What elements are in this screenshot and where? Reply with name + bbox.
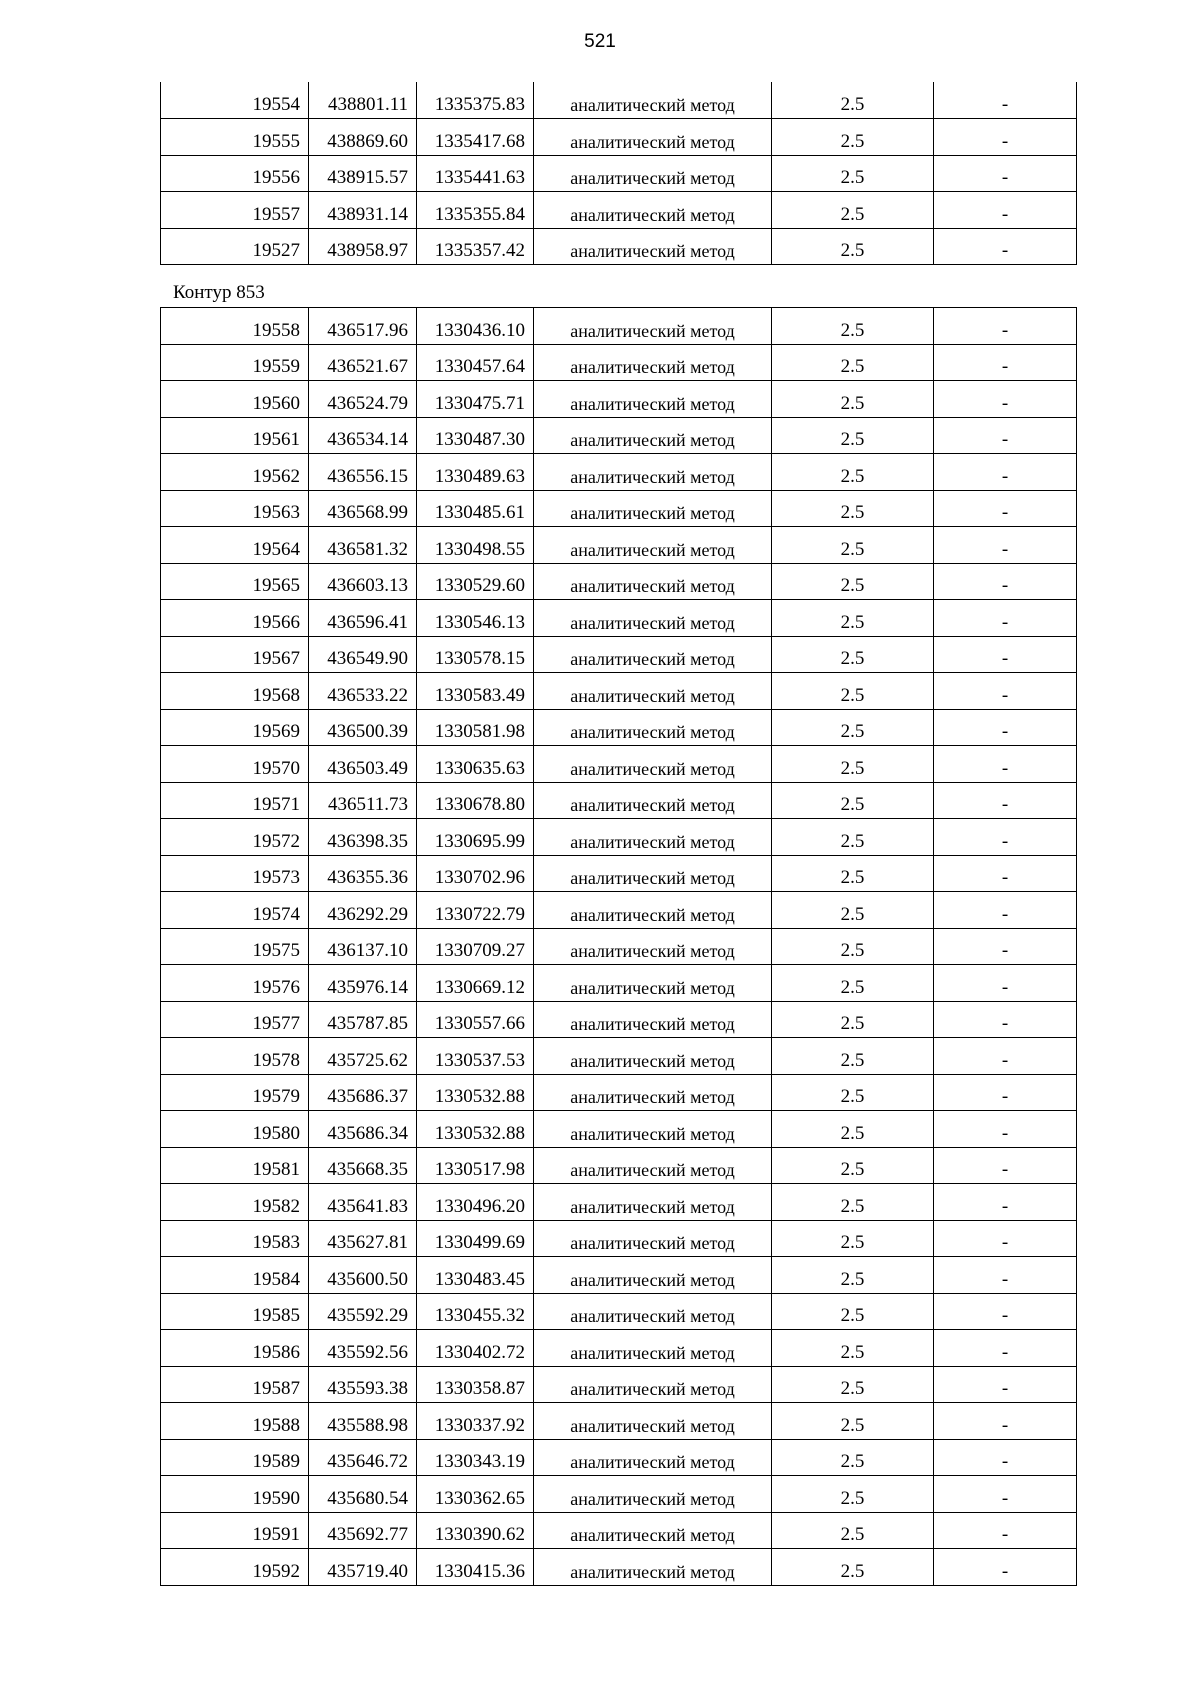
note-cell: - bbox=[934, 1366, 1077, 1403]
coordinate-x-cell: 438931.14 bbox=[309, 192, 417, 229]
coordinate-y-cell: 1330362.65 bbox=[417, 1476, 534, 1513]
table-row bbox=[161, 1512, 1077, 1549]
accuracy-cell: 2.5 bbox=[772, 344, 934, 381]
coordinate-y-cell: 1330537.53 bbox=[417, 1038, 534, 1075]
coordinate-y-cell: 1330546.13 bbox=[417, 600, 534, 637]
point-number-cell: 19582 bbox=[161, 1184, 309, 1221]
coordinate-x-cell: 436603.13 bbox=[309, 563, 417, 600]
method-cell: аналитический метод bbox=[534, 563, 772, 600]
coordinate-x-cell: 436533.22 bbox=[309, 673, 417, 710]
coordinate-x-cell: 436596.41 bbox=[309, 600, 417, 637]
coordinates-table-contour bbox=[160, 307, 1077, 1586]
accuracy-cell: 2.5 bbox=[772, 1184, 934, 1221]
point-number-cell: 19579 bbox=[161, 1074, 309, 1111]
coordinate-x-cell: 435646.72 bbox=[309, 1439, 417, 1476]
accuracy-cell: 2.5 bbox=[772, 1403, 934, 1440]
coordinate-y-cell: 1335355.84 bbox=[417, 192, 534, 229]
point-number-cell: 19581 bbox=[161, 1147, 309, 1184]
coordinate-y-cell: 1330337.92 bbox=[417, 1403, 534, 1440]
table-row bbox=[161, 308, 1077, 345]
method-cell: аналитический метод bbox=[534, 1220, 772, 1257]
method-cell: аналитический метод bbox=[534, 1366, 772, 1403]
point-number-cell: 19562 bbox=[161, 454, 309, 491]
coordinate-y-cell: 1330532.88 bbox=[417, 1074, 534, 1111]
table-row bbox=[161, 746, 1077, 783]
note-cell: - bbox=[934, 1476, 1077, 1513]
coordinate-y-cell: 1335357.42 bbox=[417, 228, 534, 265]
coordinate-y-cell: 1330455.32 bbox=[417, 1293, 534, 1330]
point-number-cell: 19588 bbox=[161, 1403, 309, 1440]
coordinate-y-cell: 1330578.15 bbox=[417, 636, 534, 673]
coordinate-y-cell: 1330722.79 bbox=[417, 892, 534, 929]
method-cell: аналитический метод bbox=[534, 746, 772, 783]
note-cell: - bbox=[934, 965, 1077, 1002]
coordinate-y-cell: 1330487.30 bbox=[417, 417, 534, 454]
method-cell: аналитический метод bbox=[534, 344, 772, 381]
note-cell: - bbox=[934, 155, 1077, 192]
point-number-cell: 19561 bbox=[161, 417, 309, 454]
note-cell: - bbox=[934, 636, 1077, 673]
method-cell: аналитический метод bbox=[534, 782, 772, 819]
coordinate-y-cell: 1335417.68 bbox=[417, 119, 534, 156]
coordinate-x-cell: 436292.29 bbox=[309, 892, 417, 929]
table-row bbox=[161, 1074, 1077, 1111]
method-cell: аналитический метод bbox=[534, 1038, 772, 1075]
table-row bbox=[161, 155, 1077, 192]
note-cell: - bbox=[934, 381, 1077, 418]
note-cell: - bbox=[934, 1512, 1077, 1549]
point-number-cell: 19574 bbox=[161, 892, 309, 929]
coordinate-x-cell: 436398.35 bbox=[309, 819, 417, 856]
method-cell: аналитический метод bbox=[534, 1257, 772, 1294]
accuracy-cell: 2.5 bbox=[772, 381, 934, 418]
table-row bbox=[161, 1439, 1077, 1476]
point-number-cell: 19583 bbox=[161, 1220, 309, 1257]
table-row bbox=[161, 1293, 1077, 1330]
point-number-cell: 19563 bbox=[161, 490, 309, 527]
accuracy-cell: 2.5 bbox=[772, 527, 934, 564]
coordinate-y-cell: 1330483.45 bbox=[417, 1257, 534, 1294]
method-cell: аналитический метод bbox=[534, 636, 772, 673]
table-row bbox=[161, 563, 1077, 600]
table-row bbox=[161, 965, 1077, 1002]
coordinate-x-cell: 436568.99 bbox=[309, 490, 417, 527]
table-row bbox=[161, 1038, 1077, 1075]
accuracy-cell: 2.5 bbox=[772, 1220, 934, 1257]
table-row bbox=[161, 1220, 1077, 1257]
table-row bbox=[161, 673, 1077, 710]
table-row bbox=[161, 819, 1077, 856]
coordinate-y-cell: 1335441.63 bbox=[417, 155, 534, 192]
note-cell: - bbox=[934, 600, 1077, 637]
coordinate-y-cell: 1330499.69 bbox=[417, 1220, 534, 1257]
table-row bbox=[161, 1366, 1077, 1403]
coordinate-y-cell: 1330415.36 bbox=[417, 1549, 534, 1586]
table-row bbox=[161, 782, 1077, 819]
coordinates-table-body bbox=[161, 82, 1077, 265]
coordinate-x-cell: 438869.60 bbox=[309, 119, 417, 156]
note-cell: - bbox=[934, 1257, 1077, 1294]
coordinate-y-cell: 1330436.10 bbox=[417, 308, 534, 345]
coordinate-x-cell: 436500.39 bbox=[309, 709, 417, 746]
note-cell: - bbox=[934, 1293, 1077, 1330]
method-cell: аналитический метод bbox=[534, 82, 772, 119]
note-cell: - bbox=[934, 1439, 1077, 1476]
accuracy-cell: 2.5 bbox=[772, 965, 934, 1002]
note-cell: - bbox=[934, 490, 1077, 527]
note-cell: - bbox=[934, 417, 1077, 454]
contour-label: Контур 853 bbox=[173, 282, 265, 303]
note-cell: - bbox=[934, 709, 1077, 746]
point-number-cell: 19573 bbox=[161, 855, 309, 892]
coordinate-y-cell: 1330702.96 bbox=[417, 855, 534, 892]
method-cell: аналитический метод bbox=[534, 417, 772, 454]
coordinate-x-cell: 436524.79 bbox=[309, 381, 417, 418]
point-number-cell: 19566 bbox=[161, 600, 309, 637]
coordinate-x-cell: 436556.15 bbox=[309, 454, 417, 491]
method-cell: аналитический метод bbox=[534, 819, 772, 856]
coordinate-y-cell: 1330343.19 bbox=[417, 1439, 534, 1476]
table-row bbox=[161, 1330, 1077, 1367]
method-cell: аналитический метод bbox=[534, 892, 772, 929]
table-row bbox=[161, 527, 1077, 564]
accuracy-cell: 2.5 bbox=[772, 709, 934, 746]
accuracy-cell: 2.5 bbox=[772, 892, 934, 929]
accuracy-cell: 2.5 bbox=[772, 119, 934, 156]
coordinate-x-cell: 435641.83 bbox=[309, 1184, 417, 1221]
coordinate-y-cell: 1330695.99 bbox=[417, 819, 534, 856]
coordinate-x-cell: 438958.97 bbox=[309, 228, 417, 265]
point-number-cell: 19555 bbox=[161, 119, 309, 156]
coordinate-x-cell: 435692.77 bbox=[309, 1512, 417, 1549]
coordinate-x-cell: 435976.14 bbox=[309, 965, 417, 1002]
coordinate-y-cell: 1330457.64 bbox=[417, 344, 534, 381]
point-number-cell: 19565 bbox=[161, 563, 309, 600]
accuracy-cell: 2.5 bbox=[772, 1147, 934, 1184]
method-cell: аналитический метод bbox=[534, 454, 772, 491]
page-number: 521 bbox=[584, 31, 616, 52]
coordinate-x-cell: 435686.37 bbox=[309, 1074, 417, 1111]
coordinate-x-cell: 436503.49 bbox=[309, 746, 417, 783]
coordinate-y-cell: 1330678.80 bbox=[417, 782, 534, 819]
coordinate-y-cell: 1330583.49 bbox=[417, 673, 534, 710]
note-cell: - bbox=[934, 228, 1077, 265]
note-cell: - bbox=[934, 344, 1077, 381]
table-row bbox=[161, 1001, 1077, 1038]
note-cell: - bbox=[934, 1147, 1077, 1184]
point-number-cell: 19559 bbox=[161, 344, 309, 381]
note-cell: - bbox=[934, 1111, 1077, 1148]
coordinate-x-cell: 435627.81 bbox=[309, 1220, 417, 1257]
coordinates-table-continued bbox=[160, 82, 1077, 265]
method-cell: аналитический метод bbox=[534, 527, 772, 564]
coordinate-y-cell: 1330390.62 bbox=[417, 1512, 534, 1549]
table-row bbox=[161, 709, 1077, 746]
coordinate-x-cell: 436534.14 bbox=[309, 417, 417, 454]
accuracy-cell: 2.5 bbox=[772, 1512, 934, 1549]
coordinate-x-cell: 436355.36 bbox=[309, 855, 417, 892]
method-cell: аналитический метод bbox=[534, 1074, 772, 1111]
table-row bbox=[161, 1111, 1077, 1148]
coordinates-table-body bbox=[161, 308, 1077, 1586]
method-cell: аналитический метод bbox=[534, 965, 772, 1002]
table-row bbox=[161, 928, 1077, 965]
note-cell: - bbox=[934, 928, 1077, 965]
accuracy-cell: 2.5 bbox=[772, 155, 934, 192]
note-cell: - bbox=[934, 1038, 1077, 1075]
table-row bbox=[161, 1257, 1077, 1294]
table-row bbox=[161, 82, 1077, 119]
method-cell: аналитический метод bbox=[534, 192, 772, 229]
table-row bbox=[161, 600, 1077, 637]
note-cell: - bbox=[934, 1549, 1077, 1586]
accuracy-cell: 2.5 bbox=[772, 1001, 934, 1038]
method-cell: аналитический метод bbox=[534, 381, 772, 418]
point-number-cell: 19575 bbox=[161, 928, 309, 965]
note-cell: - bbox=[934, 819, 1077, 856]
note-cell: - bbox=[934, 192, 1077, 229]
point-number-cell: 19560 bbox=[161, 381, 309, 418]
accuracy-cell: 2.5 bbox=[772, 454, 934, 491]
table-row bbox=[161, 119, 1077, 156]
coordinate-y-cell: 1330532.88 bbox=[417, 1111, 534, 1148]
accuracy-cell: 2.5 bbox=[772, 417, 934, 454]
note-cell: - bbox=[934, 746, 1077, 783]
table-row bbox=[161, 1476, 1077, 1513]
method-cell: аналитический метод bbox=[534, 600, 772, 637]
coordinate-x-cell: 435686.34 bbox=[309, 1111, 417, 1148]
method-cell: аналитический метод bbox=[534, 308, 772, 345]
coordinate-x-cell: 438801.11 bbox=[309, 82, 417, 119]
accuracy-cell: 2.5 bbox=[772, 782, 934, 819]
point-number-cell: 19587 bbox=[161, 1366, 309, 1403]
coordinate-y-cell: 1330498.55 bbox=[417, 527, 534, 564]
coordinate-y-cell: 1330557.66 bbox=[417, 1001, 534, 1038]
method-cell: аналитический метод bbox=[534, 1293, 772, 1330]
note-cell: - bbox=[934, 1074, 1077, 1111]
point-number-cell: 19564 bbox=[161, 527, 309, 564]
point-number-cell: 19576 bbox=[161, 965, 309, 1002]
method-cell: аналитический метод bbox=[534, 228, 772, 265]
coordinate-y-cell: 1330496.20 bbox=[417, 1184, 534, 1221]
table-row bbox=[161, 192, 1077, 229]
note-cell: - bbox=[934, 1330, 1077, 1367]
note-cell: - bbox=[934, 454, 1077, 491]
coordinate-x-cell: 435787.85 bbox=[309, 1001, 417, 1038]
method-cell: аналитический метод bbox=[534, 1439, 772, 1476]
accuracy-cell: 2.5 bbox=[772, 490, 934, 527]
method-cell: аналитический метод bbox=[534, 1330, 772, 1367]
accuracy-cell: 2.5 bbox=[772, 600, 934, 637]
point-number-cell: 19590 bbox=[161, 1476, 309, 1513]
method-cell: аналитический метод bbox=[534, 1403, 772, 1440]
method-cell: аналитический метод bbox=[534, 709, 772, 746]
table-row bbox=[161, 344, 1077, 381]
coordinate-y-cell: 1330402.72 bbox=[417, 1330, 534, 1367]
accuracy-cell: 2.5 bbox=[772, 855, 934, 892]
accuracy-cell: 2.5 bbox=[772, 1257, 934, 1294]
accuracy-cell: 2.5 bbox=[772, 1549, 934, 1586]
coordinate-y-cell: 1330581.98 bbox=[417, 709, 534, 746]
accuracy-cell: 2.5 bbox=[772, 1366, 934, 1403]
note-cell: - bbox=[934, 1403, 1077, 1440]
note-cell: - bbox=[934, 308, 1077, 345]
point-number-cell: 19527 bbox=[161, 228, 309, 265]
coordinate-x-cell: 435593.38 bbox=[309, 1366, 417, 1403]
note-cell: - bbox=[934, 119, 1077, 156]
table-row bbox=[161, 381, 1077, 418]
coordinate-y-cell: 1330669.12 bbox=[417, 965, 534, 1002]
point-number-cell: 19586 bbox=[161, 1330, 309, 1367]
table-row bbox=[161, 1184, 1077, 1221]
accuracy-cell: 2.5 bbox=[772, 1476, 934, 1513]
method-cell: аналитический метод bbox=[534, 928, 772, 965]
note-cell: - bbox=[934, 855, 1077, 892]
point-number-cell: 19585 bbox=[161, 1293, 309, 1330]
accuracy-cell: 2.5 bbox=[772, 308, 934, 345]
table-row bbox=[161, 636, 1077, 673]
accuracy-cell: 2.5 bbox=[772, 82, 934, 119]
coordinate-y-cell: 1330485.61 bbox=[417, 490, 534, 527]
point-number-cell: 19592 bbox=[161, 1549, 309, 1586]
point-number-cell: 19589 bbox=[161, 1439, 309, 1476]
coordinate-x-cell: 436517.96 bbox=[309, 308, 417, 345]
coordinate-x-cell: 435592.56 bbox=[309, 1330, 417, 1367]
note-cell: - bbox=[934, 1220, 1077, 1257]
coordinate-x-cell: 435592.29 bbox=[309, 1293, 417, 1330]
accuracy-cell: 2.5 bbox=[772, 1111, 934, 1148]
coordinate-y-cell: 1330358.87 bbox=[417, 1366, 534, 1403]
note-cell: - bbox=[934, 673, 1077, 710]
accuracy-cell: 2.5 bbox=[772, 746, 934, 783]
accuracy-cell: 2.5 bbox=[772, 1330, 934, 1367]
table-row bbox=[161, 490, 1077, 527]
method-cell: аналитический метод bbox=[534, 1001, 772, 1038]
coordinate-y-cell: 1330709.27 bbox=[417, 928, 534, 965]
method-cell: аналитический метод bbox=[534, 855, 772, 892]
coordinate-x-cell: 436549.90 bbox=[309, 636, 417, 673]
note-cell: - bbox=[934, 1001, 1077, 1038]
coordinate-x-cell: 436581.32 bbox=[309, 527, 417, 564]
method-cell: аналитический метод bbox=[534, 119, 772, 156]
coordinate-y-cell: 1330517.98 bbox=[417, 1147, 534, 1184]
point-number-cell: 19578 bbox=[161, 1038, 309, 1075]
coordinate-x-cell: 435588.98 bbox=[309, 1403, 417, 1440]
coordinate-x-cell: 435680.54 bbox=[309, 1476, 417, 1513]
method-cell: аналитический метод bbox=[534, 1512, 772, 1549]
point-number-cell: 19568 bbox=[161, 673, 309, 710]
coordinate-x-cell: 436521.67 bbox=[309, 344, 417, 381]
method-cell: аналитический метод bbox=[534, 1476, 772, 1513]
point-number-cell: 19571 bbox=[161, 782, 309, 819]
point-number-cell: 19567 bbox=[161, 636, 309, 673]
coordinate-y-cell: 1330475.71 bbox=[417, 381, 534, 418]
method-cell: аналитический метод bbox=[534, 490, 772, 527]
table-row bbox=[161, 1403, 1077, 1440]
point-number-cell: 19572 bbox=[161, 819, 309, 856]
method-cell: аналитический метод bbox=[534, 1147, 772, 1184]
coordinate-x-cell: 435668.35 bbox=[309, 1147, 417, 1184]
accuracy-cell: 2.5 bbox=[772, 819, 934, 856]
point-number-cell: 19554 bbox=[161, 82, 309, 119]
note-cell: - bbox=[934, 527, 1077, 564]
point-number-cell: 19557 bbox=[161, 192, 309, 229]
accuracy-cell: 2.5 bbox=[772, 1074, 934, 1111]
coordinate-x-cell: 436511.73 bbox=[309, 782, 417, 819]
point-number-cell: 19570 bbox=[161, 746, 309, 783]
table-row bbox=[161, 454, 1077, 491]
method-cell: аналитический метод bbox=[534, 1111, 772, 1148]
accuracy-cell: 2.5 bbox=[772, 563, 934, 600]
coordinate-x-cell: 436137.10 bbox=[309, 928, 417, 965]
coordinate-x-cell: 435719.40 bbox=[309, 1549, 417, 1586]
coordinate-y-cell: 1330635.63 bbox=[417, 746, 534, 783]
table-row bbox=[161, 228, 1077, 265]
table-row bbox=[161, 1549, 1077, 1586]
point-number-cell: 19591 bbox=[161, 1512, 309, 1549]
table-row bbox=[161, 892, 1077, 929]
accuracy-cell: 2.5 bbox=[772, 228, 934, 265]
accuracy-cell: 2.5 bbox=[772, 192, 934, 229]
accuracy-cell: 2.5 bbox=[772, 928, 934, 965]
coordinate-y-cell: 1330489.63 bbox=[417, 454, 534, 491]
table-row bbox=[161, 1147, 1077, 1184]
note-cell: - bbox=[934, 892, 1077, 929]
accuracy-cell: 2.5 bbox=[772, 636, 934, 673]
accuracy-cell: 2.5 bbox=[772, 1293, 934, 1330]
coordinate-x-cell: 435725.62 bbox=[309, 1038, 417, 1075]
table-row bbox=[161, 855, 1077, 892]
accuracy-cell: 2.5 bbox=[772, 1439, 934, 1476]
point-number-cell: 19580 bbox=[161, 1111, 309, 1148]
coordinate-x-cell: 435600.50 bbox=[309, 1257, 417, 1294]
point-number-cell: 19569 bbox=[161, 709, 309, 746]
note-cell: - bbox=[934, 782, 1077, 819]
point-number-cell: 19577 bbox=[161, 1001, 309, 1038]
accuracy-cell: 2.5 bbox=[772, 673, 934, 710]
point-number-cell: 19584 bbox=[161, 1257, 309, 1294]
method-cell: аналитический метод bbox=[534, 1549, 772, 1586]
method-cell: аналитический метод bbox=[534, 1184, 772, 1221]
accuracy-cell: 2.5 bbox=[772, 1038, 934, 1075]
method-cell: аналитический метод bbox=[534, 155, 772, 192]
note-cell: - bbox=[934, 1184, 1077, 1221]
coordinate-x-cell: 438915.57 bbox=[309, 155, 417, 192]
note-cell: - bbox=[934, 563, 1077, 600]
table-row bbox=[161, 417, 1077, 454]
coordinate-y-cell: 1330529.60 bbox=[417, 563, 534, 600]
point-number-cell: 19558 bbox=[161, 308, 309, 345]
coordinate-y-cell: 1335375.83 bbox=[417, 82, 534, 119]
point-number-cell: 19556 bbox=[161, 155, 309, 192]
note-cell: - bbox=[934, 82, 1077, 119]
method-cell: аналитический метод bbox=[534, 673, 772, 710]
